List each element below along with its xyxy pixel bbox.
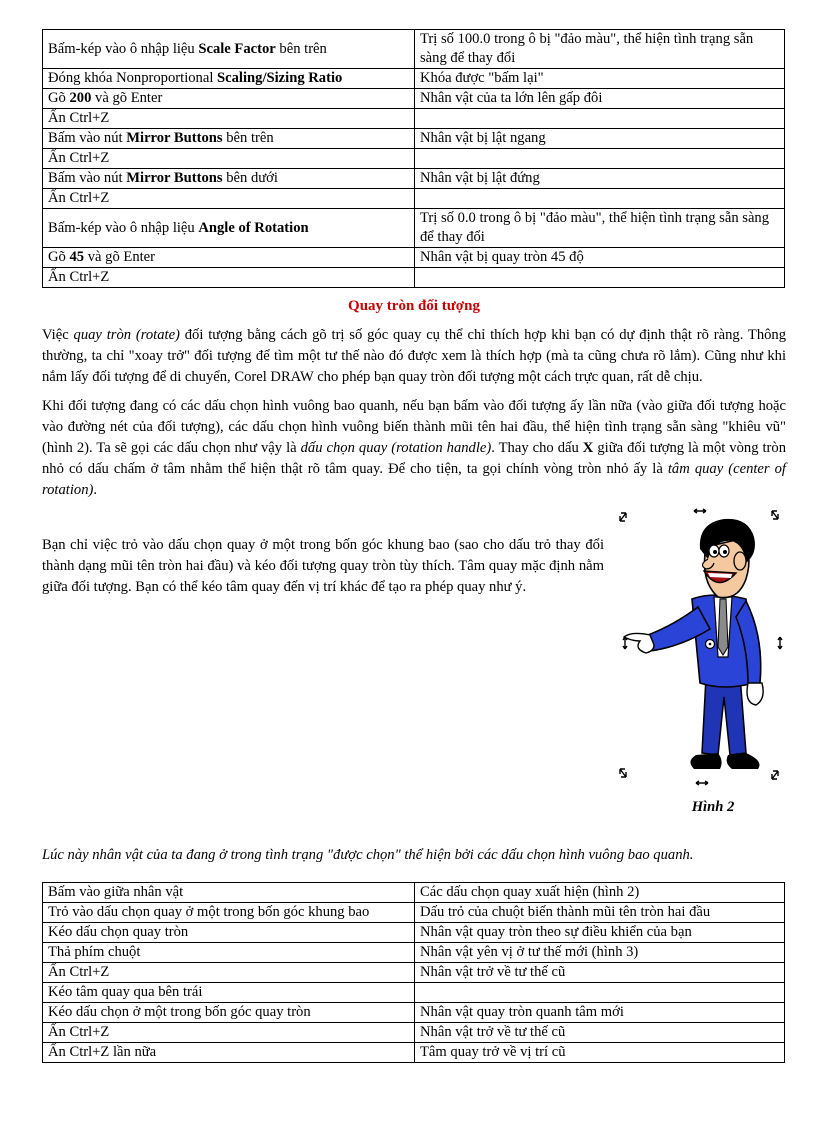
figure-2 bbox=[614, 507, 788, 816]
bold-text: 200 bbox=[69, 90, 92, 106]
step-cell: Bấm vào giữa nhân vật bbox=[43, 883, 415, 903]
table-row bbox=[43, 169, 785, 189]
bold-text: Mirror Buttons bbox=[126, 170, 223, 186]
text-run: bên trên bbox=[222, 130, 274, 146]
text-run: đối tượng bằng cách gõ trị số góc quay cụ thể chỉ thích hợp khi bạn có dự định thật rõ ràng. Thông thường, ta chỉ "xoay trở" đối tượng để tìm một tư thế nào đó được xem là thích hợp (mà ta cũng chưa rõ lắm). Cũng như khi nắm lấy đối tượng để di chuyển, Corel DRAW cho phép bạn quay tròn đối tượng một cách trực quan, rất dễ chịu. bbox=[42, 327, 787, 385]
steps-table-scaling-body bbox=[43, 30, 785, 288]
step-cell: Kéo dấu chọn ở một trong bốn góc quay tròn bbox=[43, 1003, 415, 1023]
steps-table-scaling bbox=[42, 29, 785, 288]
bold-text: Scaling/Sizing Ratio bbox=[217, 70, 343, 86]
bold-text: X bbox=[582, 440, 594, 456]
document-page bbox=[42, 29, 786, 1063]
table-row bbox=[43, 883, 785, 903]
text-run: Việc bbox=[42, 327, 74, 343]
table-row bbox=[43, 209, 785, 248]
table-row bbox=[43, 943, 785, 963]
text-run: Gõ bbox=[48, 249, 70, 265]
bold-text: Mirror Buttons bbox=[126, 130, 223, 146]
step-cell bbox=[43, 248, 415, 268]
result-cell bbox=[415, 109, 785, 129]
section-title: Quay tròn đối tượng bbox=[348, 298, 480, 314]
note-selected-state: Lúc này nhân vật của ta đang ở trong tình trạng "được chọn" thể hiện bởi các dấu chọn hình vuông bao quanh. bbox=[42, 847, 694, 863]
text-run: . Thay cho dấu bbox=[491, 440, 583, 456]
step-cell: Thả phím chuột bbox=[43, 943, 415, 963]
result-cell: Nhân vật trở về tư thế cũ bbox=[415, 1023, 785, 1043]
table-row bbox=[43, 983, 785, 1003]
table-row bbox=[43, 963, 785, 983]
result-cell bbox=[415, 189, 785, 209]
result-cell bbox=[415, 149, 785, 169]
text-run: giữa đối tượng là một vòng tròn nhỏ có dấu chấm ở tâm nhằm thể hiện thật rõ tâm quay. Để cho tiện, ta gọi chính vòng tròn nhỏ ấy là bbox=[42, 440, 787, 477]
text-run: Bấm-kép vào ô nhập liệu bbox=[48, 40, 199, 57]
table-row bbox=[43, 248, 785, 268]
steps-table-rotation-body bbox=[43, 883, 785, 1063]
text-run: Ấn Ctrl+Z bbox=[48, 110, 110, 126]
table-row bbox=[43, 109, 785, 129]
result-cell: Nhân vật trở về tư thế cũ bbox=[415, 963, 785, 983]
result-cell bbox=[415, 268, 785, 288]
step-cell: Trỏ vào dấu chọn quay ở một trong bốn góc khung bao bbox=[43, 903, 415, 923]
text-run: Ấn Ctrl+Z bbox=[48, 150, 110, 166]
center-of-rotation-icon bbox=[706, 640, 715, 649]
table-row bbox=[43, 1043, 785, 1063]
table-row bbox=[43, 89, 785, 109]
italic-text: tâm quay (center of rotation) bbox=[42, 461, 786, 498]
step-cell: Kéo dấu chọn quay tròn bbox=[43, 923, 415, 943]
result-cell: Nhân vật yên vị ở tư thế mới (hình 3) bbox=[415, 943, 785, 963]
table-row bbox=[43, 69, 785, 89]
italic-text: dấu chọn quay (rotation handle) bbox=[300, 440, 492, 456]
step-cell bbox=[43, 268, 415, 288]
table-row bbox=[43, 903, 785, 923]
step-cell bbox=[43, 129, 415, 149]
step-cell bbox=[43, 89, 415, 109]
step-cell: Ấn Ctrl+Z bbox=[43, 1023, 415, 1043]
result-cell: Nhân vật quay tròn theo sự điều khiển của bạn bbox=[415, 923, 785, 943]
paragraph-rotate-intro bbox=[42, 325, 786, 388]
text-run: Bấm vào nút bbox=[48, 170, 127, 186]
text-run: và gõ Enter bbox=[91, 90, 163, 106]
table-row bbox=[43, 30, 785, 69]
text-run: bên dưới bbox=[222, 170, 278, 186]
table-row bbox=[43, 268, 785, 288]
result-cell: Nhân vật bị lật đứng bbox=[415, 169, 785, 189]
step-cell bbox=[43, 169, 415, 189]
result-cell: Khóa được "bấm lại" bbox=[415, 69, 785, 89]
text-run: bên trên bbox=[275, 40, 327, 57]
result-cell: Nhân vật quay tròn quanh tâm mới bbox=[415, 1003, 785, 1023]
text-run: Bấm-kép vào ô nhập liệu bbox=[48, 219, 199, 236]
step-cell bbox=[43, 69, 415, 89]
result-cell: Các dấu chọn quay xuất hiện (hình 2) bbox=[415, 883, 785, 903]
bold-text: 45 bbox=[69, 249, 85, 265]
text-run: Ấn Ctrl+Z bbox=[48, 269, 110, 285]
steps-table-rotation bbox=[42, 882, 785, 1063]
text-run: Khi đối tượng đang có các dấu chọn hình vuông bao quanh, nếu bạn bấm vào đối tượng ấy lần nữa (vào giữa đối tượng hoặc vào đường nét của đối tượng), các dấu chọn hình vuông biến thành mũi tên hai đầu, thể hiện tình trạng sẵn sàng "khiêu vũ" (hình 2). Ta sẽ gọi các dấu chọn như vậy là bbox=[42, 398, 786, 456]
step-cell: Kéo tâm quay qua bên trái bbox=[43, 983, 415, 1003]
step-cell bbox=[43, 149, 415, 169]
text-run: Đóng khóa Nonproportional bbox=[48, 70, 218, 86]
table-row bbox=[43, 1023, 785, 1043]
result-cell: Nhân vật bị lật ngang bbox=[415, 129, 785, 149]
result-cell: Trị số 100.0 trong ô bị "đảo màu", thể hiện tình trạng sẵn sàng để thay đổi bbox=[415, 30, 785, 69]
result-cell: Nhân vật bị quay tròn 45 độ bbox=[415, 248, 785, 268]
result-cell: Tâm quay trở về vị trí cũ bbox=[415, 1043, 785, 1063]
text-run: Gõ bbox=[48, 90, 70, 106]
result-cell: Dấu trỏ của chuột biến thành mũi tên tròn hai đầu bbox=[415, 903, 785, 923]
step-cell: Ấn Ctrl+Z bbox=[43, 963, 415, 983]
paragraph-rotation-handles bbox=[42, 396, 786, 501]
step-cell bbox=[43, 30, 415, 69]
table-row bbox=[43, 1003, 785, 1023]
italic-text: quay tròn (rotate) bbox=[73, 327, 180, 343]
cartoon-man-illustration bbox=[614, 507, 788, 789]
bold-text: Angle of Rotation bbox=[198, 219, 309, 236]
figure-caption: Hình 2 bbox=[691, 799, 735, 815]
paragraph-drag-rotate: Bạn chỉ việc trỏ vào dấu chọn quay ở một trong bốn góc khung bao (sao cho dấu trỏ thay đổi thành dạng mũi tên tròn hai đầu) và kéo đối tượng quay tròn tùy thích. Tâm quay mặc định nằm giữa đối tượng. Bạn có thể kéo tâm quay đến vị trí khác để tạo ra phép quay như ý. bbox=[42, 537, 604, 595]
text-run: Ấn Ctrl+Z bbox=[48, 190, 110, 206]
bold-text: Scale Factor bbox=[198, 40, 276, 57]
step-cell bbox=[43, 189, 415, 209]
result-cell bbox=[415, 983, 785, 1003]
result-cell: Trị số 0.0 trong ô bị "đảo màu", thể hiện tình trạng sẵn sàng để thay đổi bbox=[415, 209, 785, 248]
table-row bbox=[43, 923, 785, 943]
step-cell bbox=[43, 209, 415, 248]
table-row bbox=[43, 149, 785, 169]
step-cell: Ấn Ctrl+Z lần nữa bbox=[43, 1043, 415, 1063]
text-run: . bbox=[93, 482, 98, 498]
result-cell: Nhân vật của ta lớn lên gấp đôi bbox=[415, 89, 785, 109]
table-row bbox=[43, 189, 785, 209]
table-row bbox=[43, 129, 785, 149]
step-cell bbox=[43, 109, 415, 129]
text-run: Bấm vào nút bbox=[48, 130, 127, 146]
text-run: và gõ Enter bbox=[84, 249, 156, 265]
figure-row bbox=[42, 507, 786, 815]
